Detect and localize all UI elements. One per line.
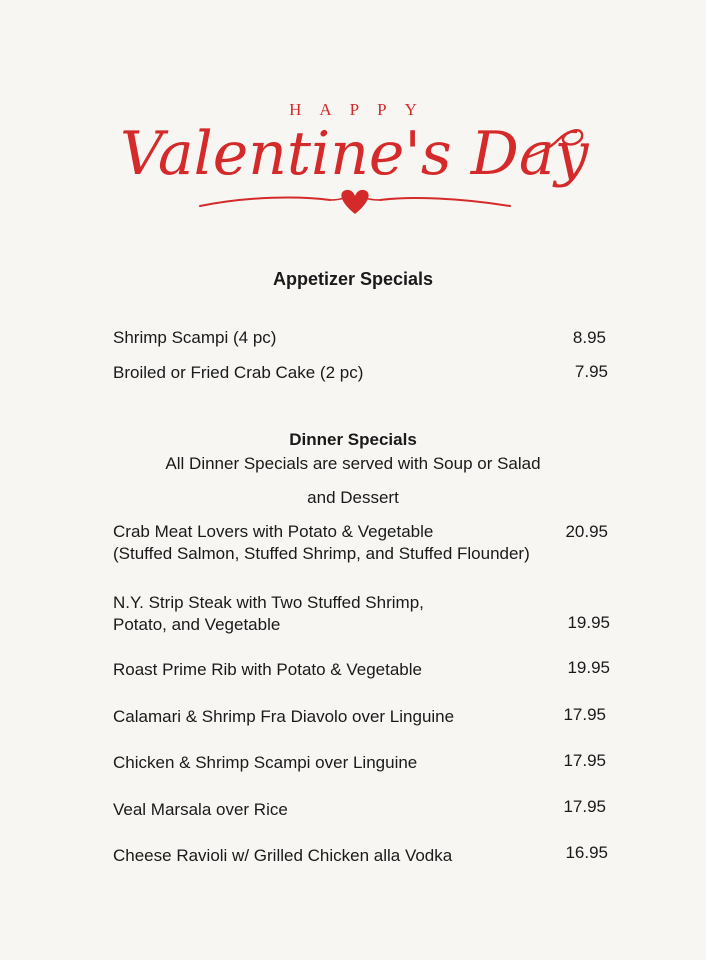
appetizer-item-price: 7.95 xyxy=(574,362,608,381)
dinner-item-name: Crab Meat Lovers with Potato & Vegetable xyxy=(113,522,434,541)
appetizer-specials-heading: Appetizer Specials xyxy=(272,269,434,289)
swirl-heart-ornament xyxy=(520,118,590,168)
happy-heading: HAPPY xyxy=(289,100,435,119)
dinner-specials-heading: Dinner Specials xyxy=(289,430,417,449)
dinner-item-name: Chicken & Shrimp Scampi over Linguine xyxy=(113,753,418,772)
dinner-item-price: 19.95 xyxy=(567,613,610,632)
dinner-item-name: Veal Marsala over Rice xyxy=(113,800,288,819)
appetizer-item-name: Broiled or Fried Crab Cake (2 pc) xyxy=(113,363,364,382)
dinner-item-price: 17.95 xyxy=(563,705,606,724)
dinner-item-name: N.Y. Strip Steak with Two Stuffed Shrimp, xyxy=(113,593,424,612)
appetizer-item-name: Shrimp Scampi (4 pc) xyxy=(113,328,277,347)
appetizer-item-price: 8.95 xyxy=(572,328,606,347)
dinner-item-name: Calamari & Shrimp Fra Diavolo over Linguine xyxy=(113,707,455,726)
dinner-item-price: 17.95 xyxy=(563,797,606,816)
dinner-item-name: Cheese Ravioli w/ Grilled Chicken alla Vodka xyxy=(113,846,453,865)
dinner-item-detail: (Stuffed Salmon, Stuffed Shrimp, and Stuffed Flounder) xyxy=(113,544,530,563)
dinner-item-price: 16.95 xyxy=(565,843,608,862)
heart-divider-ornament xyxy=(190,180,520,220)
dinner-specials-note: All Dinner Specials are served with Soup or Salad xyxy=(165,454,541,473)
dinner-item-price: 19.95 xyxy=(567,658,610,677)
dinner-item-price: 20.95 xyxy=(565,522,608,541)
dinner-item-price: 17.95 xyxy=(563,751,606,770)
dinner-item-detail: Potato, and Vegetable xyxy=(113,615,281,634)
dinner-item-name: Roast Prime Rib with Potato & Vegetable xyxy=(113,660,422,679)
valentines-day-title: Valentine's Day xyxy=(120,119,589,189)
dinner-specials-note-continued: and Dessert xyxy=(307,488,399,507)
